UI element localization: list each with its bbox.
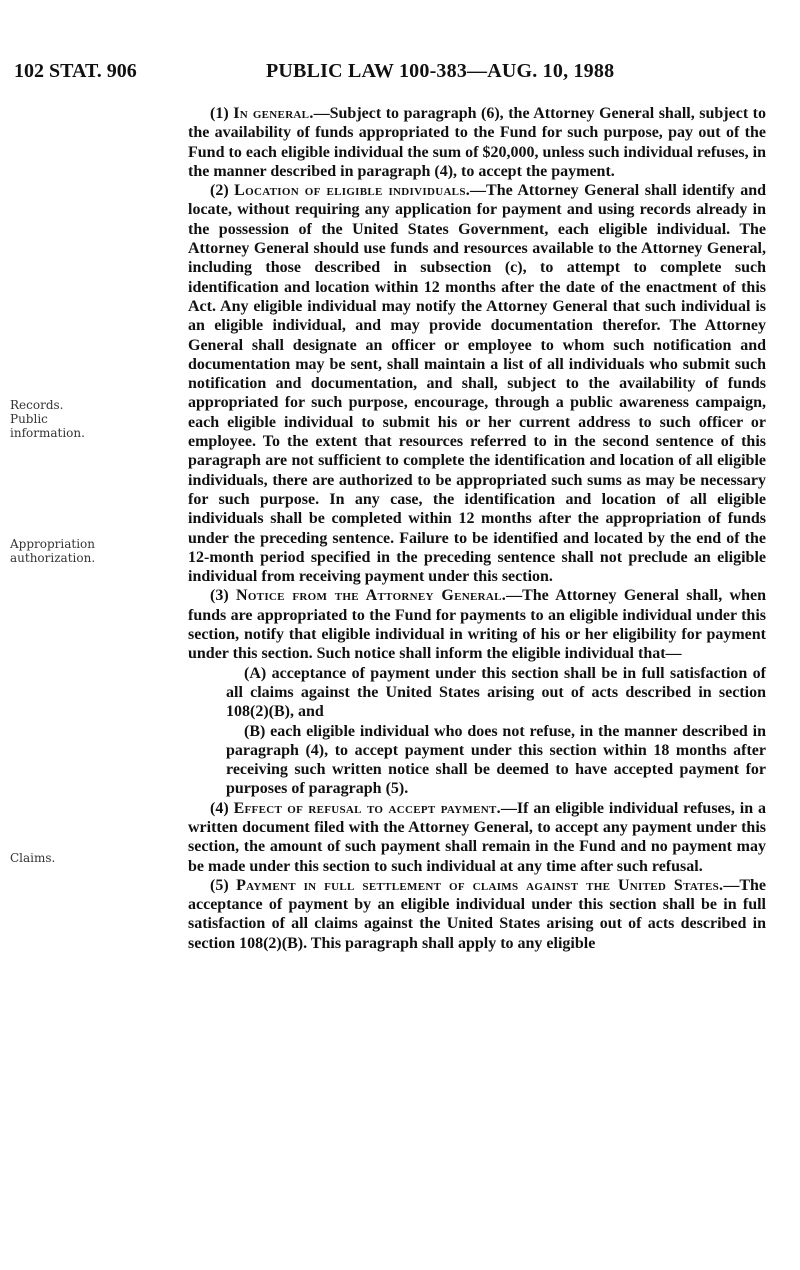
paragraph-1-heading: In general.	[233, 105, 314, 122]
page-header	[0, 60, 800, 90]
public-law-title: PUBLIC LAW 100-383—AUG. 10, 1988	[266, 60, 615, 82]
margin-note-records: Records. Public information.	[10, 398, 85, 440]
subparagraph-3b: (B) each eligible individual who does not refuse, in the manner described in paragraph (4), to accept payment under this section within 18 months after receiving such written notice shall be deemed to have accepted payment for purposes of paragraph (5).	[226, 722, 766, 798]
paragraph-5-text: —The acceptance of payment by an eligible individual under this section shall be in full satisfaction of all claims against the United States arising out of acts described in section 108(2)(B). This paragraph shall apply to any eligible	[188, 876, 766, 952]
margin-note-appropriation: Appropriation authorization.	[10, 537, 96, 565]
subparagraph-3a: (A) acceptance of payment under this section shall be in full satisfaction of all claims against the United States arising out of acts described in section 108(2)(B), and	[226, 664, 766, 721]
paragraph-4-heading: Effect of refusal to accept payment.	[233, 799, 501, 817]
paragraph-3: (3) Notice from the Attorney General.—The Attorney General shall, when funds are appropriated to the Fund for payments to an eligible individual under this section, notify that eligible individual in writing of his or her eligibility for payment under this section. Such notice shall inform the eligible individual that—	[188, 587, 767, 663]
paragraph-3-text: —The Attorney General shall, when funds are appropriated to the Fund for payments to an eligible individual under this section, notify that eligible individual in writing of his or her eligibility for payment under this section. Such notice shall inform the eligible individual that—	[188, 587, 767, 663]
paragraph-1-text: —Subject to paragraph (6), the Attorney General shall, subject to the availability of funds appropriated to the Fund for such purpose, pay out of the Fund to each eligible individual the sum of $20,000, unless such individual refuses, in the manner described in paragraph (4), to accept the payment.	[188, 105, 767, 180]
paragraph-5: (5) Payment in full settlement of claims against the United States.—The acceptance of payment by an eligible individual under this section shall be in full satisfaction of all claims against the United States arising out of acts described in section 108(2)(B). This paragraph shall apply to any eligible	[188, 876, 766, 952]
paragraph-4: (4) Effect of refusal to accept payment.—If an eligible individual refuses, in a written document filed with the Attorney General, to accept any payment under this section, the amount of such payment shall remain in the Fund and no payment may be made under this section to such individual at any time after such refusal.	[188, 799, 767, 875]
paragraph-2: (2) Location of eligible individuals.—The Attorney General shall identify and locate, without requiring any application for payment and using records already in the possession of the United States Government, each eligible individual. The Attorney General should use funds and resources available to the Attorney General, including those described in subsection (c), to attempt to complete such identification and location within 12 months after the date of the enactment of this Act. Any eligible individual may notify the Attorney General that such individual is an eligible individual, and may provide documentation therefor. The Attorney General shall designate an officer or employee to whom such notification and documentation may be sent, shall maintain a list of all individuals who submit such notification and documentation, and shall, subject to the availability of funds appropriated for such purpose, encourage, through a public awareness campaign, each eligible individual to submit his or her current address to such officer or employee. To the extent that resources referred to in the second sentence of this paragraph are not sufficient to complete the identification and location of all eligible individuals, there are authorized to be appropriated such sums as may be necessary for such purpose. In any case, the identification and location of all eligible individuals shall be completed within 12 months after the appropriation of funds under the preceding sentence. Failure to be identified and located by the end of the 12-month period specified in the preceding sentence shall not preclude an eligible individual from receiving payment under this section.	[188, 182, 767, 586]
paragraph-2-text: —The Attorney General shall identify and locate, without requiring any application for payment and using records already in the possession of the United States Government, each eligible individual. The Attorney General should use funds and resources available to the Attorney General, including those described in subsection (c), to attempt to complete such identification and location within 12 months after the date of the enactment of this Act. Any eligible individual may notify the Attorney General that such individual is an eligible individual, and may provide documentation therefor. The Attorney General shall designate an officer or employee to whom such notification and documentation may be sent, shall maintain a list of all individuals who submit such notification and documentation, and shall, subject to the availability of funds appropriated for such purpose, encourage, through a public awareness campaign, each eligible individual to submit his or her current address to such officer or employee. To the extent that resources referred to in the second sentence of this paragraph are not sufficient to complete the identification and location of all eligible individuals, there are authorized to be appropriated such sums as may be necessary for such purpose. In any case, the identification and location of all eligible individuals shall be completed within 12 months after the appropriation of funds under the preceding sentence. Failure to be identified and located by the end of the 12-month period specified in the preceding sentence shall not preclude an eligible individual from receiving payment under this section.	[188, 182, 767, 586]
paragraph-3-heading: Notice from the Attorney General.	[235, 587, 507, 605]
stat-page-reference: 102 STAT. 906	[14, 60, 137, 82]
paragraph-1: (1) In general.—Subject to paragraph (6), the Attorney General shall, subject to the availability of funds appropriated to the Fund for such purpose, pay out of the Fund to each eligible individual the sum of $20,000, unless such individual refuses, in the manner described in paragraph (4), to accept the payment.	[188, 105, 767, 180]
statute-body	[188, 104, 766, 953]
paragraph-5-heading: Payment in full settlement of claims against the United States.	[236, 876, 724, 894]
paragraph-2-heading: Location of eligible individuals.	[234, 182, 471, 200]
margin-note-claims: Claims.	[10, 851, 56, 865]
paragraph-4-text: —If an eligible individual refuses, in a written document filed with the Attorney General, to accept any payment under this section, the amount of such payment shall remain in the Fund and no payment may be made under this section to such individual at any time after such refusal.	[188, 799, 767, 875]
